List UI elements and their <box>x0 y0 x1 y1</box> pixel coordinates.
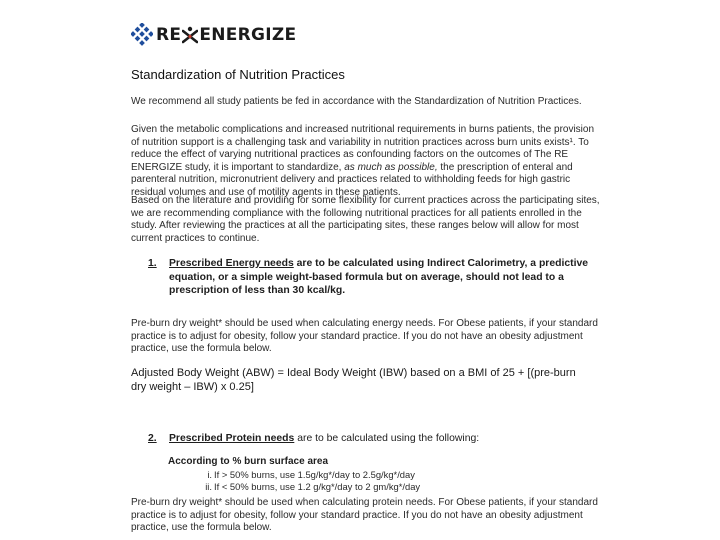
abw-formula: Adjusted Body Weight (ABW) = Ideal Body Weight (IBW) based on a BMI of 25 + [(pre-burn dry weight – IBW) x 0.25] <box>131 367 576 393</box>
item-number: 1. <box>148 258 157 269</box>
energy-needs-text: are to be calculated using Indirect Calorimetry, a predictive equation, or a simple weight-based formula but on average, should not lead to a prescription of less than 30 kcal/kg. <box>169 258 589 296</box>
protein-weight-paragraph: Pre-burn dry weight* should be used when calculating protein needs. For Obese patients, if your standard practice is to adjust for obesity, follow your standard practice. If you do not have an obesity adjustment practice, use the formula below. <box>131 497 598 533</box>
intro-paragraph: We recommend all study patients be fed in accordance with the Standardization of Nutrition Practices. <box>131 96 582 107</box>
burn-rule-numeral: ii. <box>205 481 212 492</box>
context-emphasis: as much as possible, <box>344 161 438 173</box>
diamond-grid-logo-icon <box>131 23 153 47</box>
context-paragraph <box>131 124 601 199</box>
burn-area-heading: According to % burn surface area <box>168 456 329 467</box>
protein-needs-text: are to be calculated using the following: <box>294 433 480 444</box>
burn-rule-numeral: i. <box>207 469 212 480</box>
context-text-end: the prescription of enteral and parenteral nutrition, micronutrient delivery and practices related to withholding feeds for high gastric residual volumes and use of motility agents in these patients. <box>131 161 573 198</box>
logo-brand-right: ENERGIZE <box>199 25 297 45</box>
page-title: Standardization of Nutrition Practices <box>131 67 345 82</box>
burn-rule-text: If < 50% burns, use 1.2 g/kg*/day to 2 gm/kg*/day <box>214 481 421 492</box>
logo-brand-left: RE <box>156 25 182 45</box>
protein-needs-item <box>148 432 598 446</box>
energy-needs-item <box>148 257 598 298</box>
burn-rule-item <box>205 481 421 492</box>
item-number: 2. <box>148 433 157 444</box>
x-figure-logo-icon <box>182 26 198 44</box>
burn-rule-item <box>207 469 415 480</box>
energy-weight-paragraph: Pre-burn dry weight* should be used when calculating energy needs. For Obese patients, if your standard practice is to adjust for obesity, follow your standard practice. If you do not have an obesity adjustment practice, use the formula below. <box>131 318 598 354</box>
energy-needs-heading: Prescribed Energy needs <box>169 258 294 269</box>
re-energize-logo <box>131 20 296 50</box>
burn-rule-text: If > 50% burns, use 1.5g/kg*/day to 2.5g/kg*/day <box>214 469 415 480</box>
recommendation-paragraph: Based on the literature and providing for some flexibility for current practices across the participating sites, we are recommending compliance with the following nutritional practices for all patients enrolled in the study. After reviewing the practices at all the participating sites, these ranges below will allow for most current practices to continue. <box>131 195 600 244</box>
context-text: Given the metabolic complications and increased nutritional requirements in burns patients, the provision of nutrition support is a challenging task and variability in nutrition practices across burn units exists¹. To reduce the effect of varying nutritional practices as confounding factors on the outcomes of The RE ENERGIZE study, it is important to standardize, <box>131 124 595 173</box>
protein-needs-heading: Prescribed Protein needs <box>169 433 295 444</box>
